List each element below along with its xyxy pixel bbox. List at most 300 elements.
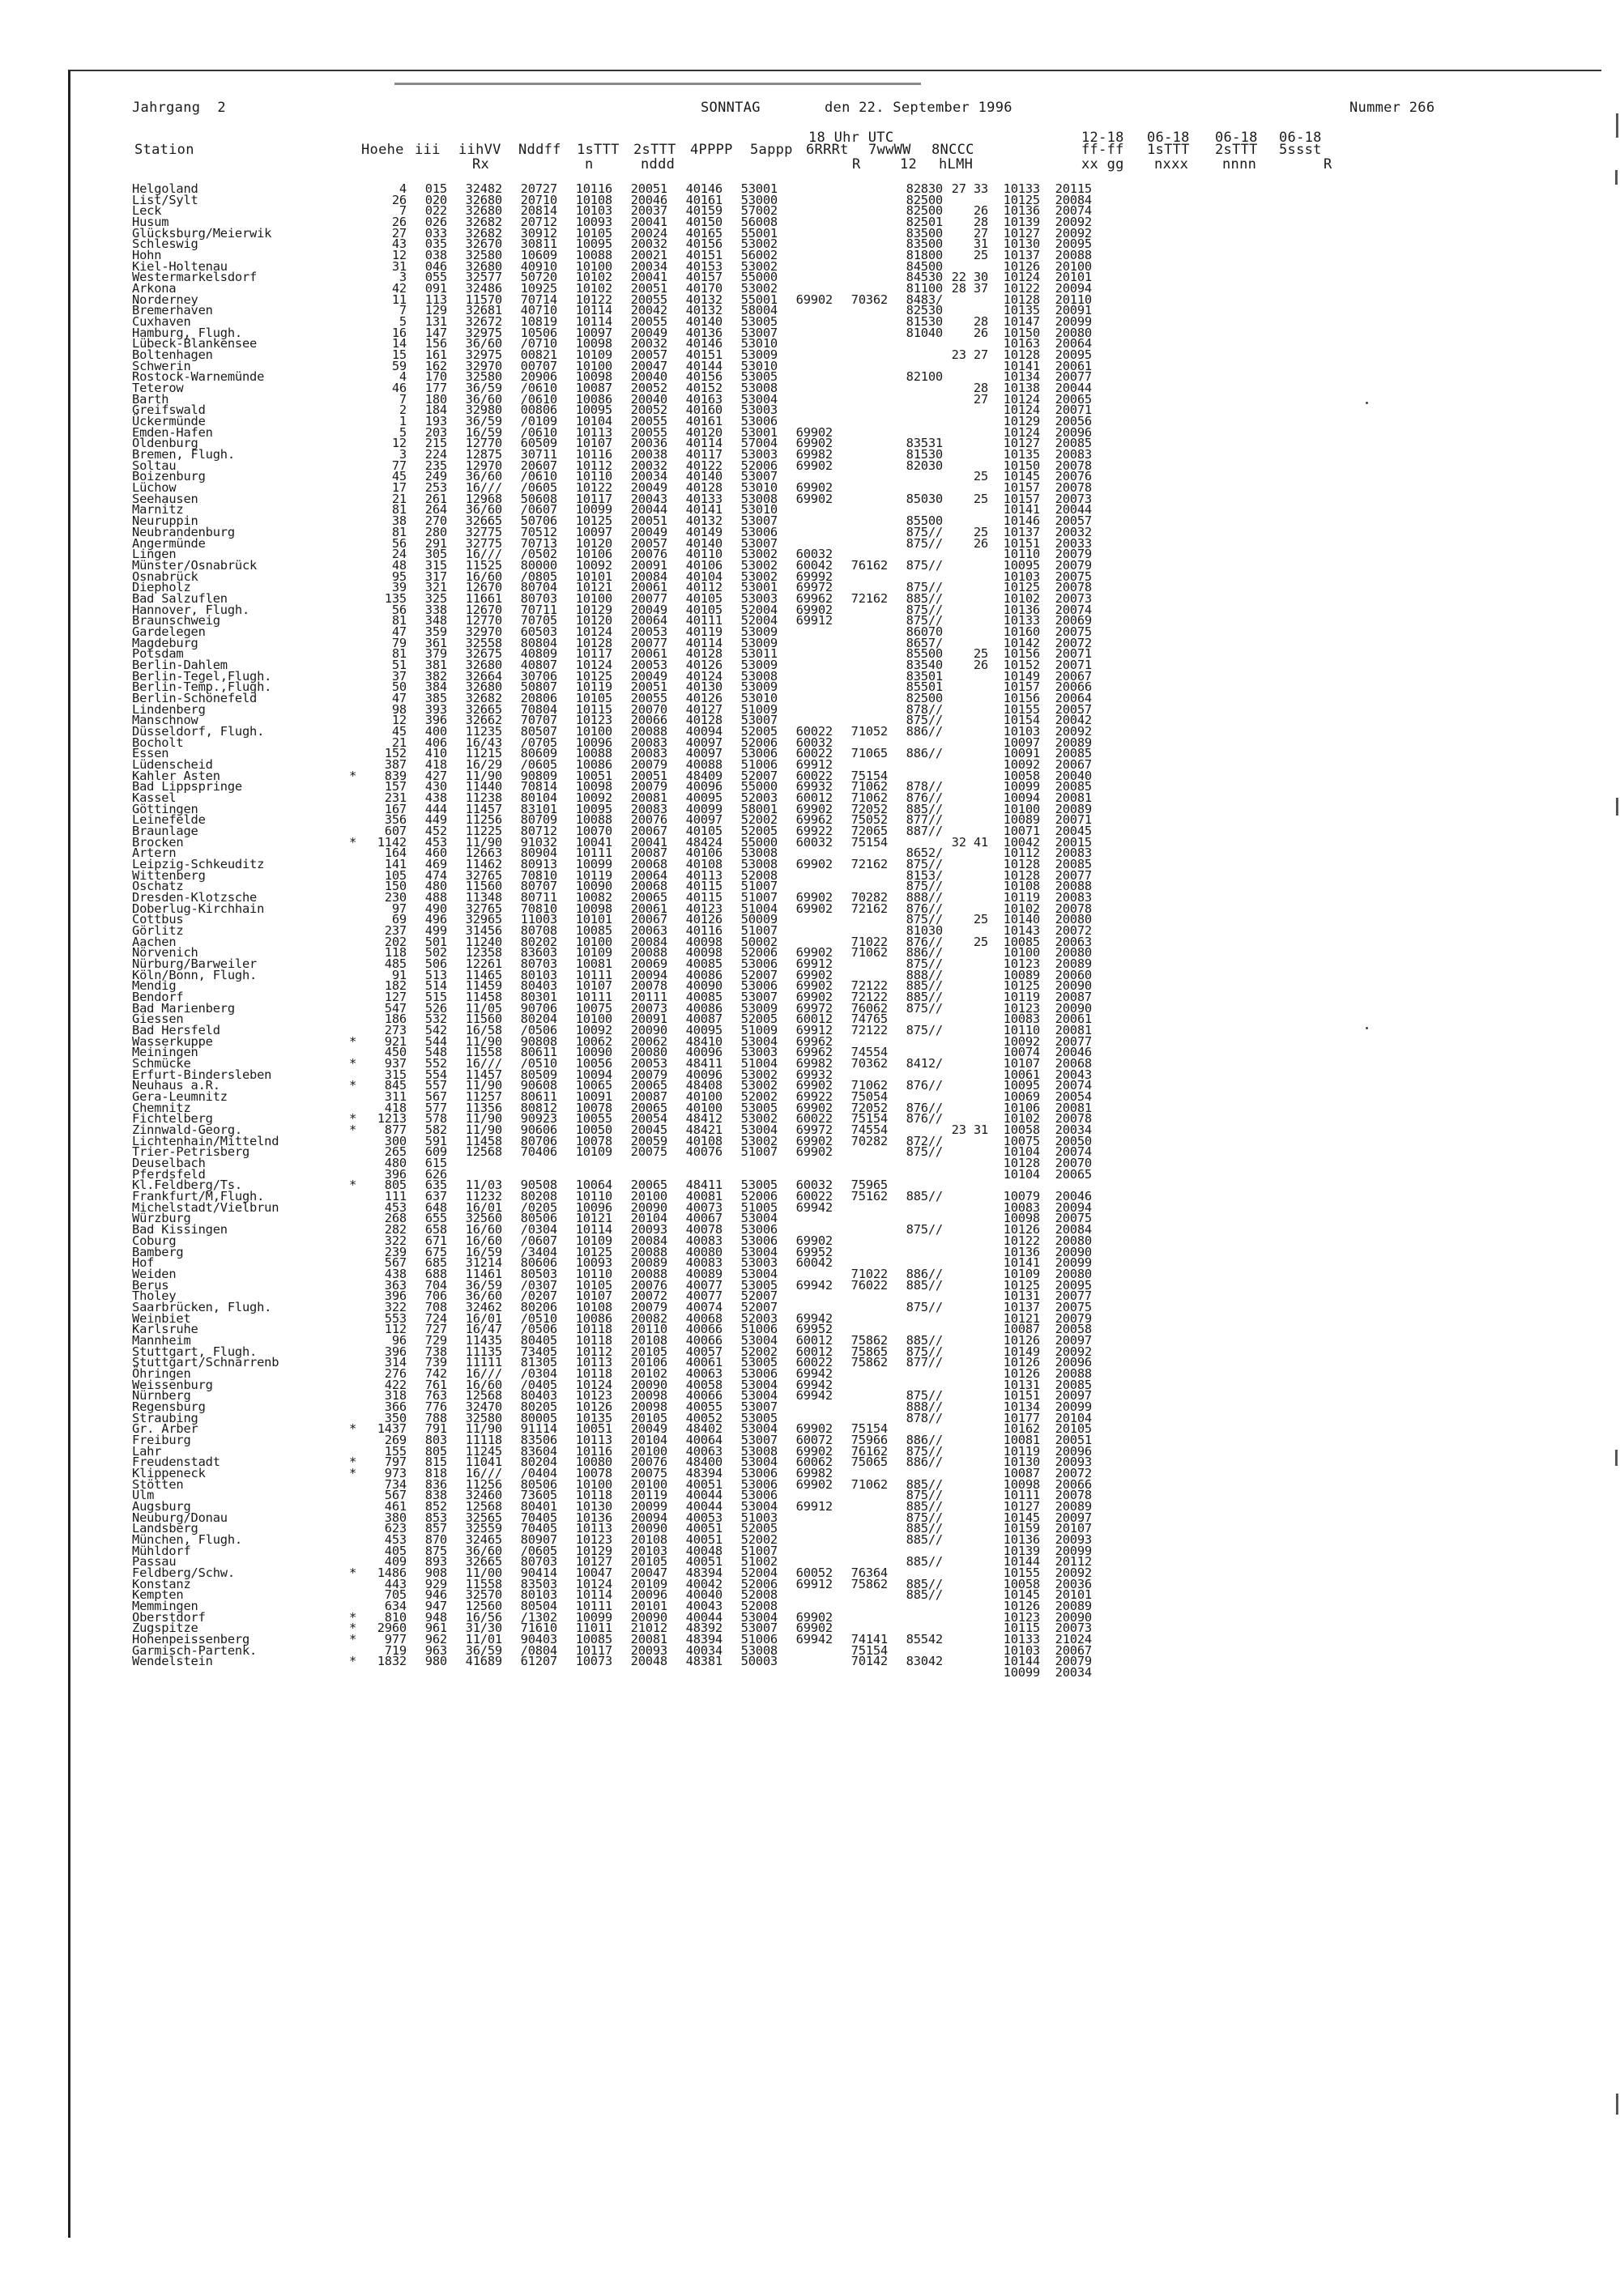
ttt2-value: 20105 [630,1344,667,1359]
nddff-value: 10925 [520,281,557,296]
appp-value: 51006 [740,1632,778,1647]
iihvv-value: 11238 [465,790,502,805]
tmax-value: 10089 [1003,967,1040,982]
iii-value: 113 [424,292,447,307]
ttt2-value: 20032 [630,236,667,252]
station-name: Boltenhagen [132,347,213,363]
ffff-value: 26 [973,657,988,672]
nddff-value: 71610 [520,1621,557,1636]
ttt1-value: 10097 [575,325,612,340]
nccc-value: 8153/ [906,867,943,883]
tmax-value: 10126 [1003,1365,1040,1381]
station-name: Bendorf [132,990,184,1005]
tmin-value: 20015 [1055,834,1092,850]
ttt2-value: 20076 [630,1277,667,1293]
tmax-value: 10137 [1003,248,1040,263]
station-name: Neuburg/Donau [132,1510,228,1525]
pppp-value: 40128 [685,713,723,728]
pppp-value: 48408 [685,1078,723,1093]
tmin-value: 20058 [1055,1322,1092,1337]
appp-value: 53002 [740,1067,778,1082]
tmax-value: 10083 [1003,1012,1040,1027]
nddff-value: 91032 [520,834,557,850]
ttt2-value: 20065 [630,1100,667,1115]
ttt1-value: 10117 [575,646,612,662]
col-ttt2-sub: nddd [641,156,676,173]
iihvv-value: 16/58 [465,1023,502,1038]
pppp-value: 40098 [685,934,723,949]
tmin-value: 20110 [1055,292,1092,307]
iihvv-value: 16/47 [465,1322,502,1337]
tmax-value: 10097 [1003,735,1040,750]
pppp-value: 40097 [685,812,723,828]
iii-value: 348 [424,613,447,628]
iihvv-value: 32965 [465,912,502,927]
pppp-value: 40061 [685,1355,723,1370]
iii-value: 635 [424,1178,447,1193]
nccc-value: 82830 [906,181,943,196]
ttt2-value: 20045 [630,1122,667,1138]
tmin-value: 20045 [1055,823,1092,838]
nddff-value: 80904 [520,846,557,861]
ttt1-value: 10095 [575,236,612,252]
ttt1-value: 10100 [575,1476,612,1492]
station-name: Bremerhaven [132,303,213,318]
nccc-value: 82500 [906,203,943,219]
nddff-value: 83506 [520,1432,557,1447]
iii-value: 449 [424,812,447,828]
iihvv-value: 32765 [465,901,502,916]
nccc-value: 875// [906,602,943,617]
appp-value: 53004 [740,391,778,407]
ttt2-value: 20055 [630,314,667,330]
hoehe-value: 973 [384,1465,407,1480]
pppp-value: 48394 [685,1632,723,1647]
ttt1-value: 10094 [575,1067,612,1082]
station-name: Passau [132,1554,177,1570]
iihvv-value: 16/43 [465,735,502,750]
iii-value: 963 [424,1642,447,1658]
pppp-value: 40140 [685,535,723,551]
iii-value: 803 [424,1432,447,1447]
nddff-value: 70406 [520,1144,557,1160]
station-name: Freudenstadt [132,1455,220,1470]
pppp-value: 40126 [685,657,723,672]
tmin-value: 20078 [1055,458,1092,473]
pppp-value: 40112 [685,580,723,595]
pppp-value: 40081 [685,1189,723,1204]
nccc-value: 85542 [906,1632,943,1647]
hoehe-value: 461 [384,1498,407,1514]
hoehe-value: 4 [399,181,407,196]
ttt2-value: 20047 [630,358,667,373]
ttt2-value: 20049 [630,1421,667,1437]
iihvv-value: 16/// [465,480,502,496]
tmax-value: 10130 [1003,236,1040,252]
pppp-value: 40077 [685,1289,723,1304]
ttt2-value: 20038 [630,447,667,462]
iii-value: 542 [424,1023,447,1038]
www-value: 71022 [850,1266,888,1281]
ffff-value: 23 31 [951,1122,988,1138]
station-name: Fichtelberg [132,1111,213,1127]
ttt2-value: 20076 [630,547,667,562]
pppp-value: 40111 [685,613,723,628]
iihvv-value: 11041 [465,1455,502,1470]
station-name: Potsdam [132,646,184,662]
tmin-value: 20043 [1055,1067,1092,1082]
hoehe-value: 11 [391,292,407,307]
pppp-value: 40044 [685,1609,723,1625]
nddff-value: 11003 [520,912,557,927]
ttt1-value: 10118 [575,1488,612,1503]
iihvv-value: 41689 [465,1654,502,1669]
iihvv-value: 11256 [465,812,502,828]
ttt1-value: 10078 [575,1465,612,1480]
iii-value: 162 [424,358,447,373]
nccc-value: 8657/ [906,635,943,650]
www-value: 75154 [850,834,888,850]
ttt2-value: 20090 [630,1377,667,1392]
ttt1-value: 10113 [575,1521,612,1536]
rrrt-value: 69902 [795,945,833,961]
ttt2-value: 20079 [630,779,667,794]
col-tmax-sub: nxxx [1154,156,1189,173]
nddff-value: /0605 [520,756,557,772]
iii-value: 305 [424,547,447,562]
tmin-value: 20080 [1055,945,1092,961]
col-ttt1-sub: n [585,156,594,173]
ttt2-value: 20055 [630,690,667,705]
iihvv-value: 36/59 [465,1642,502,1658]
ttt1-value: 10086 [575,756,612,772]
margin-mark [1616,798,1618,816]
hoehe-value: 845 [384,1078,407,1093]
tmin-value: 20063 [1055,934,1092,949]
col-nddff: Nddff [518,142,561,158]
tmax-value: 10142 [1003,635,1040,650]
nccc-value: 885// [906,1332,943,1348]
ttt1-value: 10114 [575,1587,612,1603]
iihvv-value: 11570 [465,292,502,307]
iihvv-value: 32775 [465,535,502,551]
tmin-value: 20078 [1055,480,1092,496]
ttt1-value: 10114 [575,303,612,318]
ttt1-value: 10081 [575,956,612,972]
ttt1-value: 11011 [575,1621,612,1636]
day-label: SONNTAG [701,100,761,116]
tmin-value: 20092 [1055,1344,1092,1359]
rrrt-value: 60022 [795,1111,833,1127]
tmax-value: 10095 [1003,557,1040,573]
iihvv-value: 32682 [465,215,502,230]
col-tmax-top: 06-18 [1147,130,1190,146]
pppp-value: 40051 [685,1521,723,1536]
hoehe-value: 269 [384,1432,407,1447]
nddff-value: 80403 [520,978,557,994]
ttt2-value: 20042 [630,303,667,318]
rrrt-value: 69902 [795,1100,833,1115]
ttt1-value: 10090 [575,1045,612,1060]
tmin-value: 20074 [1055,203,1092,219]
col-sss-top: 06-18 [1279,130,1322,146]
nddff-value: 50807 [520,679,557,695]
iihvv-value: 32775 [465,524,502,539]
tmax-value: 10098 [1003,1211,1040,1226]
pppp-value: 40120 [685,424,723,440]
ffff-value: 28 37 [951,281,988,296]
pppp-value: 40130 [685,679,723,695]
hoehe-value: 182 [384,978,407,994]
www-value: 72122 [850,1023,888,1038]
iihvv-value: 36/60 [465,1543,502,1558]
ttt2-value: 20100 [630,1476,667,1492]
tmin-value: 20072 [1055,923,1092,939]
nddff-value: 80609 [520,746,557,761]
hoehe-value: 59 [391,358,407,373]
tmax-value: 10112 [1003,846,1040,861]
pppp-value: 40114 [685,436,723,451]
ffff-value: 26 [973,325,988,340]
iihvv-value: 32580 [465,1410,502,1425]
tmin-value: 20075 [1055,1299,1092,1314]
ttt2-value: 20076 [630,812,667,828]
rrrt-value: 69912 [795,1498,833,1514]
nccc-value: 8412/ [906,1056,943,1071]
ttt2-value: 20093 [630,1222,667,1237]
nddff-value: 90403 [520,1632,557,1647]
station-name: Augsburg [132,1498,191,1514]
station-name: Arkona [132,281,177,296]
nccc-value: 878// [906,779,943,794]
rrrt-value: 69902 [795,1476,833,1492]
col-iihvv: iihVV [458,142,501,158]
ttt1-value: 10105 [575,225,612,241]
appp-value: 51007 [740,890,778,905]
pppp-value: 40052 [685,1410,723,1425]
www-value: 70362 [850,1056,888,1071]
rrrt-value: 60032 [795,1178,833,1193]
tmax-value: 10119 [1003,990,1040,1005]
tmin-value: 20054 [1055,1089,1092,1105]
ttt2-value: 20110 [630,1322,667,1337]
iii-value: 836 [424,1476,447,1492]
rrrt-value: 69932 [795,1067,833,1082]
hoehe-value: 95 [391,569,407,584]
ttt1-value: 10103 [575,203,612,219]
col-station: Station [134,142,194,158]
pppp-value: 40083 [685,1255,723,1271]
iihvv-value: 11/90 [465,768,502,783]
tmin-value: 20044 [1055,381,1092,396]
nddff-value: 80907 [520,1531,557,1547]
ttt2-value: 20075 [630,1144,667,1160]
iii-value: 020 [424,192,447,207]
hoehe-value: 97 [391,901,407,916]
ttt2-value: 20084 [630,1233,667,1248]
nddff-value: /0610 [520,424,557,440]
station-name: Kahler Asten [132,768,220,783]
iii-value: 685 [424,1255,447,1271]
hoehe-value: 14 [391,336,407,351]
tmin-value: 20093 [1055,1455,1092,1470]
ffff-value: 25 [973,491,988,506]
rrrt-value: 60032 [795,735,833,750]
col-ttt2: 2sTTT [633,142,676,158]
www-value: 74554 [850,1045,888,1060]
iii-value: 235 [424,458,447,473]
hoehe-value: 380 [384,1510,407,1525]
pppp-value: 40097 [685,735,723,750]
nddff-value: 70810 [520,867,557,883]
iihvv-value: 32665 [465,513,502,529]
station-name: Michelstadt/Vielbrun [132,1199,279,1215]
appp-value: 52008 [740,1599,778,1613]
ttt1-value: 10123 [575,1531,612,1547]
ttt1-value: 10050 [575,1122,612,1138]
ffff-value: 25 [973,646,988,662]
tmax-value: 10094 [1003,790,1040,805]
nccc-value: 8483/ [906,292,943,307]
ttt1-value: 10135 [575,1410,612,1425]
station-name: Leipzig-Schkeuditz [132,856,265,871]
iii-value: 724 [424,1310,447,1326]
station-name: Karlsruhe [132,1322,198,1337]
tmin-value: 20056 [1055,414,1092,429]
pppp-value: 40126 [685,912,723,927]
tmin-value: 20067 [1055,756,1092,772]
pppp-value: 40073 [685,1199,723,1215]
station-name: Schwerin [132,358,191,373]
hoehe-value: 810 [384,1609,407,1625]
nddff-value: 70705 [520,613,557,628]
hoehe-value: 105 [384,867,407,883]
iihvv-value: 11558 [465,1045,502,1060]
iihvv-value: 32682 [465,225,502,241]
nddff-value: 80104 [520,790,557,805]
iii-value: 264 [424,502,447,518]
rrrt-value: 69982 [795,447,833,462]
appp-value: 53008 [740,491,778,506]
hoehe-value: 91 [391,967,407,982]
tmin-value: 20088 [1055,248,1092,263]
ttt2-value: 20083 [630,746,667,761]
appp-value: 53004 [740,1266,778,1281]
nccc-value: 875// [906,1344,943,1359]
nccc-value: 83500 [906,225,943,241]
nddff-value: 80711 [520,890,557,905]
appp-value: 52007 [740,1299,778,1314]
iii-value: 763 [424,1388,447,1404]
ttt2-value: 20098 [630,1388,667,1404]
hoehe-value: 1437 [377,1421,407,1437]
tmin-value: 20089 [1055,1599,1092,1613]
appp-value: 53004 [740,1455,778,1470]
iihvv-value: 11440 [465,779,502,794]
iii-value: 552 [424,1056,447,1071]
appp-value: 53006 [740,746,778,761]
tmax-value: 10126 [1003,1355,1040,1370]
www-value: 76364 [850,1565,888,1580]
iii-value: 253 [424,480,447,496]
ttt2-value: 20082 [630,1310,667,1326]
appp-value: 53007 [740,713,778,728]
hoehe-value: 282 [384,1222,407,1237]
tmin-value: 20071 [1055,812,1092,828]
rrrt-value: 69912 [795,756,833,772]
nddff-value: 90606 [520,1122,557,1138]
tmin-value: 20085 [1055,856,1092,871]
ttt1-value: 10098 [575,779,612,794]
iii-value: 022 [424,203,447,219]
nccc-value: 81530 [906,314,943,330]
appp-value: 53004 [740,1244,778,1259]
hoehe-value: 164 [384,846,407,861]
appp-value: 52002 [740,812,778,828]
appp-value: 53002 [740,281,778,296]
col-nccc-sub: hLMH [939,156,974,173]
iihvv-value: 32975 [465,347,502,363]
station-name: Gardelegen [132,624,206,639]
col-pppp: 4PPPP [690,142,733,158]
tmin-value: 20074 [1055,1078,1092,1093]
pppp-value: 40165 [685,225,723,241]
hoehe-value: 5 [399,314,407,330]
ttt1-value: 10111 [575,1599,612,1613]
station-name: Brocken [132,834,184,850]
www-value: 71062 [850,1078,888,1093]
appp-value: 51006 [740,756,778,772]
station-name: Lahr [132,1443,162,1459]
nddff-value: 70711 [520,602,557,617]
pppp-value: 40100 [685,1100,723,1115]
iihvv-value: 16/// [465,1465,502,1480]
station-name: Trier-Petrisberg [132,1144,250,1160]
pppp-value: 40048 [685,1543,723,1558]
pppp-value: 40127 [685,701,723,717]
nccc-value: 885// [906,990,943,1005]
iihvv-value: 11435 [465,1332,502,1348]
hoehe-value: 231 [384,790,407,805]
appp-value: 53002 [740,547,778,562]
www-value: 72162 [850,856,888,871]
rrrt-value: 60022 [795,1355,833,1370]
nccc-value: 886// [906,723,943,739]
www-value: 71062 [850,790,888,805]
tmax-value: 10122 [1003,281,1040,296]
iii-value: 379 [424,646,447,662]
ttt1-value: 10102 [575,281,612,296]
nddff-value: 70810 [520,901,557,916]
iii-value: 838 [424,1488,447,1503]
hoehe-value: 409 [384,1554,407,1570]
iihvv-value: 32559 [465,1521,502,1536]
tmin-value: 20091 [1055,303,1092,318]
ttt2-value: 20068 [630,856,667,871]
nddff-value: 10819 [520,314,557,330]
nccc-value: 875// [906,956,943,972]
hoehe-value: 387 [384,756,407,772]
ttt2-value: 20079 [630,756,667,772]
tmax-value: 10138 [1003,381,1040,396]
hoehe-value: 45 [391,469,407,484]
height-marker: * [349,1056,357,1071]
table-row [132,1144,1092,1160]
tmin-value: 20075 [1055,569,1092,584]
iihvv-value: 11459 [465,978,502,994]
ffff-value: 32 41 [951,834,988,850]
www-value: 70362 [850,292,888,307]
